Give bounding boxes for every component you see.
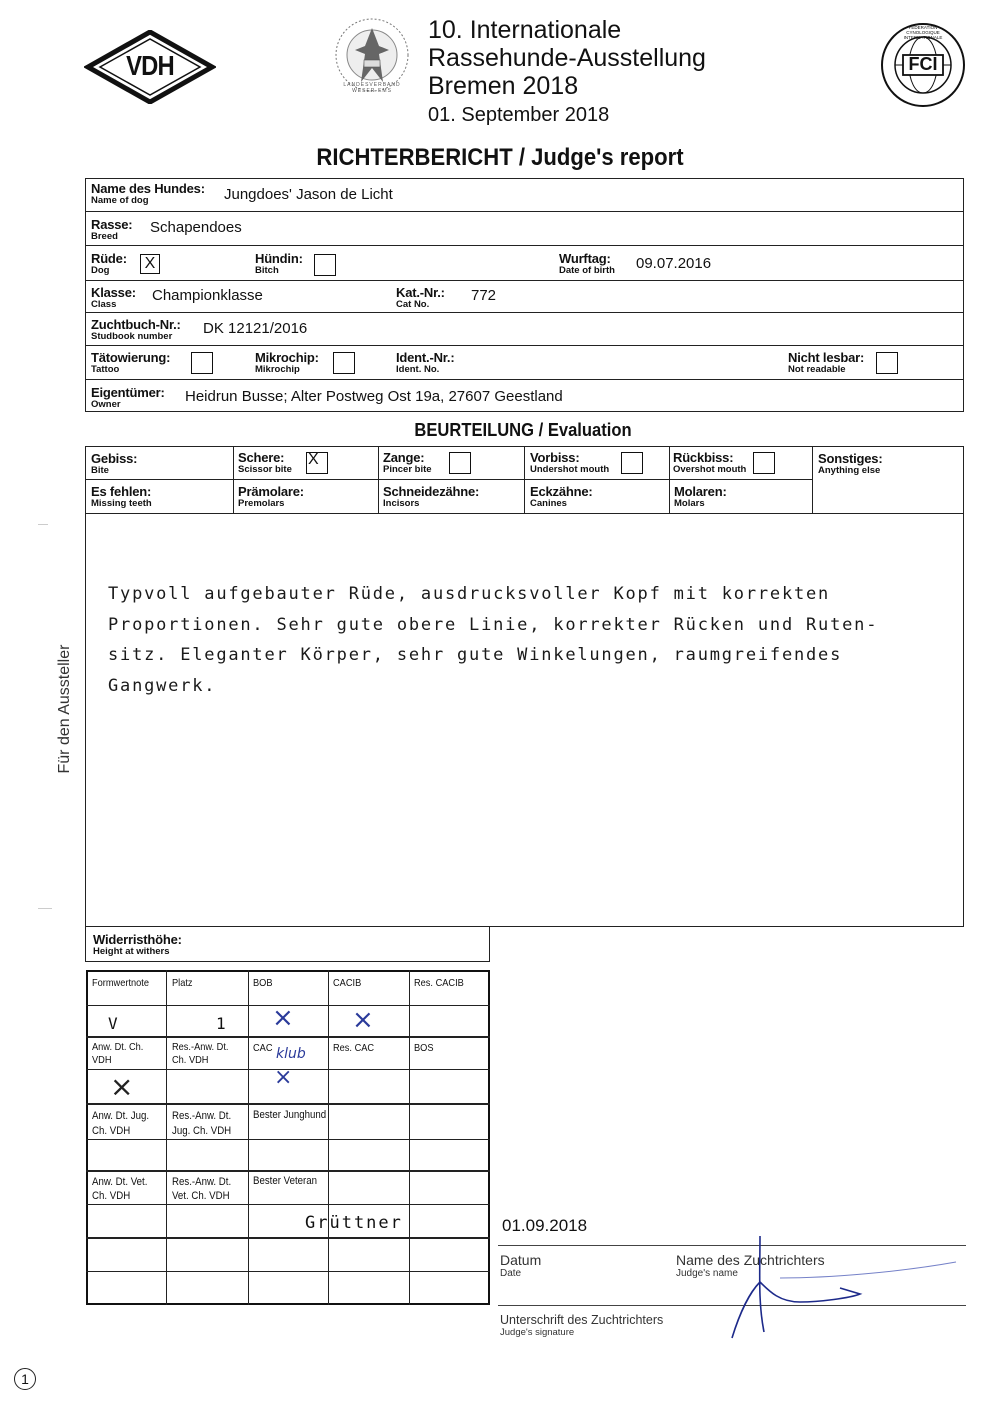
notreadable-label: Nicht lesbar: Not readable [788, 350, 865, 375]
report-line-4: Gangwerk. [108, 675, 217, 696]
other-label: Sonstiges: Anything else [818, 451, 883, 476]
side-text-for-exhibitor: Für den Aussteller [56, 644, 73, 774]
result-label-res-cacib: Res. CACIB [414, 977, 464, 989]
tattoo-label: Tätowierung: Tattoo [91, 350, 171, 375]
result-label-bester-veteran: Bester Veteran [253, 1175, 318, 1187]
result-label-cacib: CACIB [333, 977, 362, 989]
date-value: 01.09.2018 [502, 1216, 588, 1235]
page-number-badge [14, 1368, 36, 1390]
result-value-formwertnote: V [108, 1014, 118, 1033]
cat-value: 772 [471, 287, 497, 304]
vdh-logo-text: VDH [126, 50, 174, 81]
event-line-3: Bremen 2018 [428, 72, 579, 100]
bitch-label: Hündin: Bitch [255, 251, 303, 276]
result-label-bester-junghund: Bester Junghund [253, 1109, 327, 1121]
missing-teeth-label: Es fehlen: Missing teeth [91, 484, 152, 509]
breed-label: Rasse: Breed [91, 217, 133, 242]
dog-name-value: Jungdoes' Jason de Licht [224, 186, 393, 203]
fci-logo-text: FCI [908, 54, 938, 74]
evaluation-heading: BEURTEILUNG / Evaluation [414, 420, 632, 440]
undershot-checkbox[interactable] [621, 452, 643, 474]
height-withers-label: Widerristhöhe: Height at withers [93, 932, 182, 957]
pincer-checkbox[interactable] [449, 452, 471, 474]
chip-label: Mikrochip: Mikrochip [255, 350, 319, 375]
fci-ring-text: FEDERATION CYNOLOGIQUE INTERNATIONALE [903, 25, 943, 40]
notreadable-checkbox[interactable] [876, 352, 898, 374]
result-label-anw-dt-vet-ch: Anw. Dt. Vet. Ch. VDH [92, 1176, 148, 1202]
result-value-platz: 1 [216, 1014, 226, 1033]
report-line-3: sitz. Eleganter Körper, sehr gute Winkelungen, raumgreifendes [108, 645, 843, 665]
chip-checkbox[interactable] [333, 352, 355, 374]
fci-logo [880, 22, 966, 108]
page-title: RICHTERBERICHT / Judge's report [316, 144, 684, 171]
dob-label: Wurftag: Date of birth [559, 251, 615, 276]
molars-label: Molaren: Molars [674, 484, 727, 509]
studbook-value: DK 12121/2016 [203, 320, 308, 337]
date-label: Datum Date [500, 1252, 542, 1279]
result-label-anw-dt-jug-ch: Anw. Dt. Jug. Ch. VDH [92, 1110, 150, 1137]
result-cac-note: klub [276, 1046, 306, 1062]
result-mark-cacib: × [352, 1005, 374, 1035]
page-number: 1 [21, 1371, 29, 1387]
event-info [428, 16, 706, 129]
event-date: 01. September 2018 [428, 104, 610, 126]
canines-label: Eckzähne: Canines [530, 484, 593, 509]
dog-name-label: Name des Hundes: Name of dog [91, 181, 205, 206]
incisors-label: Schneidezähne: Incisors [383, 484, 480, 509]
cat-label: Kat.-Nr.: Cat No. [396, 285, 445, 310]
result-mark-cac: × [274, 1065, 293, 1090]
vdh-logo [84, 30, 216, 104]
report-text [108, 579, 878, 701]
result-label-anw-dt-ch: Anw. Dt. Ch. VDH [92, 1041, 144, 1066]
owner-value: Heidrun Busse; Alter Postweg Ost 19a, 27607 Geestland [185, 388, 563, 405]
tattoo-checkbox[interactable] [191, 352, 213, 374]
report-text-box [85, 513, 964, 927]
dob-value: 09.07.2016 [636, 255, 712, 272]
overshot-checkbox[interactable] [753, 452, 775, 474]
result-label-res-cac: Res. CAC [333, 1042, 375, 1054]
bite-label: Gebiss: Bite [91, 451, 138, 476]
result-label-bos: BOS [414, 1042, 434, 1054]
studbook-label: Zuchtbuch-Nr.: Studbook number [91, 317, 181, 342]
judge-signature [720, 1232, 960, 1342]
result-label-platz: Platz [172, 977, 193, 989]
bitch-checkbox[interactable] [314, 254, 336, 276]
event-line-1: 10. Internationale [428, 16, 622, 44]
breed-value: Schapendoes [150, 219, 242, 236]
result-label-res-anw-dt-ch: Res.-Anw. Dt. Ch. VDH [172, 1041, 229, 1066]
ident-label: Ident.-Nr.: Ident. No. [396, 350, 455, 375]
result-label-res-anw-dt-jug-ch: Res.-Anw. Dt. Jug. Ch. VDH [172, 1110, 232, 1137]
report-line-1: Typvoll aufgebauter Rüde, ausdrucksvoller Kopf mit korrekten [108, 584, 831, 604]
premolars-label: Prämolare: Premolars [238, 484, 304, 509]
judge-name-label: Name des Zuchtrichters Judge's name [676, 1252, 825, 1279]
undershot-label: Vorbiss: Undershot mouth [530, 450, 610, 475]
landesverband-seal [333, 16, 411, 94]
class-value: Championklasse [152, 287, 263, 304]
scissor-label: Schere: Scissor bite [238, 450, 292, 475]
event-line-2: Rassehunde-Ausstellung [428, 44, 706, 72]
signature-label: Unterschrift des Zuchtrichters Judge's signature [500, 1313, 664, 1338]
overshot-label: Rückbiss: Overshot mouth [673, 450, 747, 475]
dog-label: Rüde: Dog [91, 251, 127, 276]
result-label-formwertnote: Formwertnote [92, 977, 150, 989]
landesverband-seal-text: LANDESVERBAND WESER-EMS [343, 82, 401, 94]
pincer-label: Zange: Pincer bite [383, 450, 432, 475]
owner-label: Eigentümer: Owner [91, 385, 165, 410]
result-mark-bob: × [272, 1003, 294, 1033]
result-label-res-anw-dt-vet-ch: Res.-Anw. Dt. Vet. Ch. VDH [172, 1176, 232, 1202]
class-label: Klasse: Class [91, 285, 136, 310]
dog-checkbox[interactable]: X [140, 254, 160, 274]
result-mark-anw-dt-ch: × [110, 1070, 134, 1103]
scissor-checkbox[interactable]: X [306, 452, 328, 474]
judge-name-value: Grüttner [305, 1213, 403, 1233]
result-label-cac: CAC [253, 1042, 273, 1054]
report-line-2: Proportionen. Sehr gute obere Linie, korrekter Rücken und Ruten- [108, 614, 879, 635]
result-label-bob: BOB [253, 977, 273, 989]
